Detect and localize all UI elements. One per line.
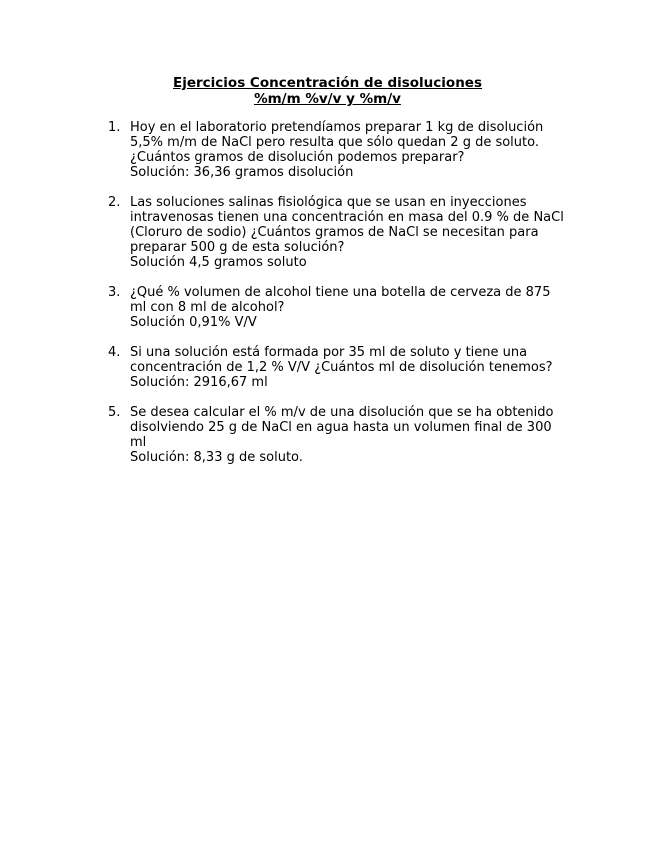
exercise-number: 3. <box>108 285 121 300</box>
exercise-text: ¿Qué % volumen de alcohol tiene una botella de cerveza de 875 ml con 8 ml de alcohol? <box>130 285 551 315</box>
exercise-solution: Solución 0,91% V/V <box>130 315 257 330</box>
exercise-number: 4. <box>108 345 121 360</box>
title-block <box>0 75 655 107</box>
exercise-text: Las soluciones salinas fisiológica que se usan en inyecciones intravenosas tienen una concentración en masa del 0.9 % de NaCl (Cloruro de sodio) ¿Cuántos gramos de NaCl se necesitan para preparar 500 g de esta solución? <box>130 195 564 255</box>
exercise-number: 1. <box>108 120 121 135</box>
document-title: Ejercicios Concentración de disoluciones <box>173 75 482 91</box>
exercise-item-3 <box>108 285 568 330</box>
exercise-number: 2. <box>108 195 121 210</box>
exercise-text: Hoy en el laboratorio pretendíamos preparar 1 kg de disolución 5,5% m/m de NaCl pero resulta que sólo quedan 2 g de soluto. ¿Cuántos gramos de disolución podemos preparar? <box>130 120 544 165</box>
exercise-number: 5. <box>108 405 121 420</box>
exercise-text: Si una solución está formada por 35 ml de soluto y tiene una concentración de 1,2 % V/V ¿Cuántos ml de disolución tenemos? <box>130 345 553 375</box>
exercise-list <box>108 120 568 480</box>
exercise-solution: Solución: 2916,67 ml <box>130 375 268 390</box>
exercise-solution: Solución: 36,36 gramos disolución <box>130 165 354 180</box>
exercise-solution: Solución 4,5 gramos soluto <box>130 255 307 270</box>
exercise-item-4 <box>108 345 568 390</box>
document-subtitle: %m/m %v/v y %m/v <box>254 91 401 107</box>
exercise-item-2 <box>108 195 568 270</box>
exercise-text: Se desea calcular el % m/v de una disolución que se ha obtenido disolviendo 25 g de NaCl en agua hasta un volumen final de 300 ml <box>130 405 554 450</box>
exercise-solution: Solución: 8,33 g de soluto. <box>130 450 303 465</box>
exercise-item-1 <box>108 120 568 180</box>
exercise-item-5 <box>108 405 568 465</box>
